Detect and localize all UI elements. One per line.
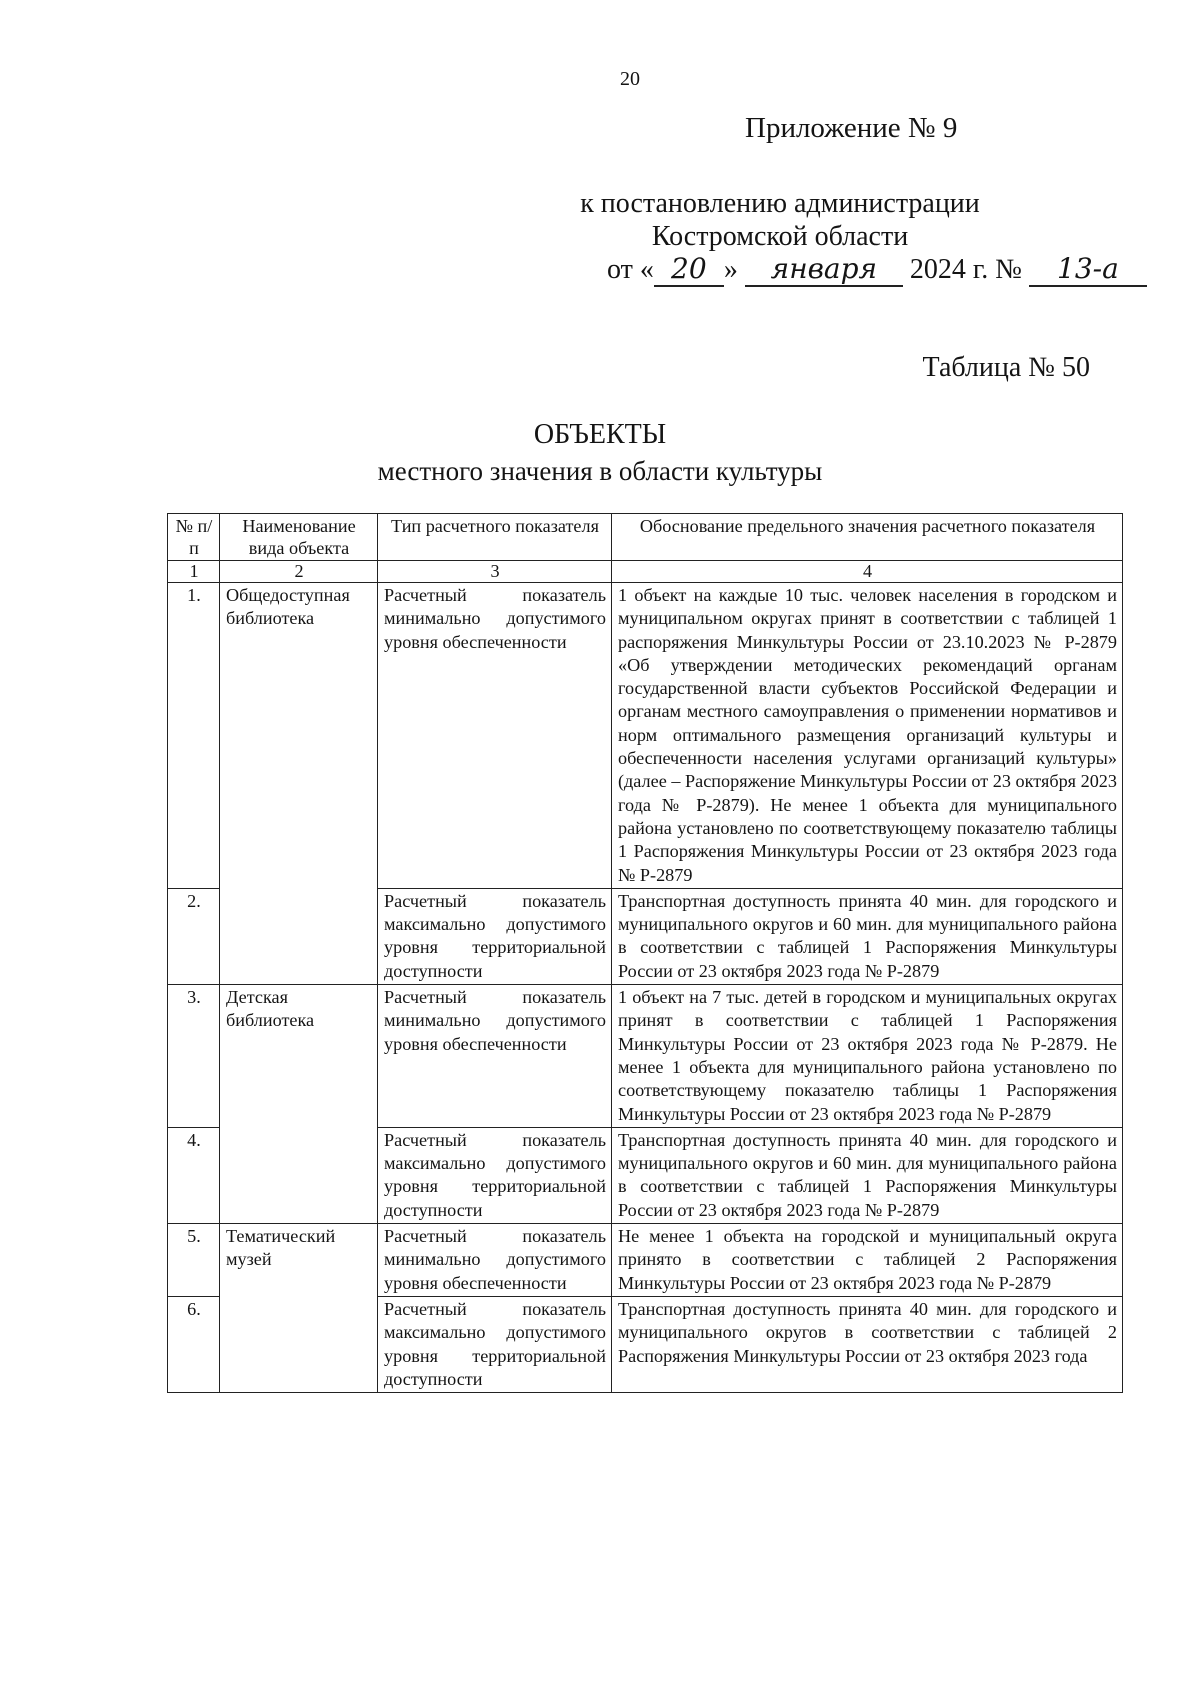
object-name: Тематический музей: [220, 1224, 378, 1393]
index-cell: 3: [378, 561, 612, 583]
indicator-basis: Не менее 1 объекта на городской и муниципальный округа принято в соответствии с таблицей 2 Распоряжения Минкультуры России от 23 октября 2023 года № Р-2879: [612, 1224, 1123, 1297]
indicator-type: Расчетный показатель минимально допустимого уровня обеспеченности: [378, 583, 612, 889]
row-number: 1.: [168, 583, 220, 889]
row-number: 4.: [168, 1127, 220, 1223]
table-header-row: [168, 514, 1123, 561]
resolution-date-line: [607, 252, 1147, 287]
handwritten-doc-number: 13-а: [1029, 252, 1147, 287]
index-cell: 4: [612, 561, 1123, 583]
title-main: ОБЪЕКТЫ: [533, 419, 667, 450]
handwritten-month: января: [745, 252, 903, 287]
date-prefix: от «: [607, 254, 654, 285]
table-row: [168, 583, 1123, 889]
indicator-basis: Транспортная доступность принята 40 мин. для городского и муниципального округов и 60 мин. для муниципального района в соответствии с таблицей 1 Распоряжения Минкультуры России от 23 октября 2023 года № Р-2879: [612, 888, 1123, 984]
indicator-basis: Транспортная доступность принята 40 мин. для городского и муниципального округов и 60 мин. для муниципального района в соответствии с таблицей 1 Распоряжения Минкультуры России от 23 октября 2023 года № Р-2879: [612, 1127, 1123, 1223]
resolution-block: [520, 187, 1040, 253]
objects-table: [167, 513, 1123, 1393]
header-object-name: Наименование вида объекта: [220, 514, 378, 561]
resolution-line-1: к постановлению администрации: [580, 188, 980, 219]
index-cell: 1: [168, 561, 220, 583]
title-subtitle: местного значения в области культуры: [377, 456, 823, 486]
index-cell: 2: [220, 561, 378, 583]
indicator-basis: Транспортная доступность принята 40 мин. для городского и муниципального округов в соответствии с таблицей 2 Распоряжения Минкультуры России от 23 октября 2023 года: [612, 1296, 1123, 1392]
table-row: [168, 1224, 1123, 1297]
indicator-type: Расчетный показатель минимально допустимого уровня обеспеченности: [378, 1224, 612, 1297]
object-name: Общедоступная библиотека: [220, 583, 378, 985]
appendix-title: Приложение № 9: [745, 112, 958, 144]
table-index-row: [168, 561, 1123, 583]
row-number: 3.: [168, 985, 220, 1128]
row-number: 5.: [168, 1224, 220, 1297]
indicator-basis: 1 объект на каждые 10 тыс. человек населения в городском и муниципальном округах принят в соответствии с таблицей 1 распоряжения Минкультуры России от 23.10.2023 № Р-2879 «Об утверждении методических рекомендаций органам государственной власти субъектов Российской Федерации и органам местного самоуправления о применении нормативов и норм оптимального размещения организаций культуры и обеспеченности населения услугами организаций культуры» (далее – Распоряжение Минкультуры России от 23 октября 2023 года № Р-2879). Не менее 1 объекта для муниципального района установлено по соответствующему показателю таблицы 1 Распоряжения Минкультуры России от 23 октября 2023 года № Р-2879: [612, 583, 1123, 889]
resolution-line-2: Костромской области: [651, 221, 909, 252]
page-number: 20: [620, 68, 640, 90]
indicator-type: Расчетный показатель максимально допустимого уровня территориальной доступности: [378, 888, 612, 984]
header-basis: Обоснование предельного значения расчетного показателя: [612, 514, 1123, 561]
indicator-type: Расчетный показатель максимально допустимого уровня территориальной доступности: [378, 1127, 612, 1223]
date-mid: »: [723, 254, 738, 285]
indicator-type: Расчетный показатель максимально допустимого уровня территориальной доступности: [378, 1296, 612, 1392]
object-name: Детская библиотека: [220, 985, 378, 1224]
header-indicator-type: Тип расчетного показателя: [378, 514, 612, 561]
table-number: Таблица № 50: [922, 352, 1090, 383]
document-title: [0, 418, 1200, 488]
table-row: [168, 985, 1123, 1128]
indicator-type: Расчетный показатель минимально допустимого уровня обеспеченности: [378, 985, 612, 1128]
date-year: 2024 г. №: [909, 254, 1022, 285]
handwritten-day: 20: [654, 252, 724, 287]
header-number: № п/п: [168, 514, 220, 561]
row-number: 6.: [168, 1296, 220, 1392]
indicator-basis: 1 объект на 7 тыс. детей в городском и муниципальных округах принят в соответствии с таблицей 1 Распоряжения Минкультуры России от 23 октября 2023 года № Р-2879. Не менее 1 объекта для муниципального района установлено по соответствующему показателю таблицы 1 Распоряжения Минкультуры России от 23 октября 2023 года № Р-2879: [612, 985, 1123, 1128]
row-number: 2.: [168, 888, 220, 984]
